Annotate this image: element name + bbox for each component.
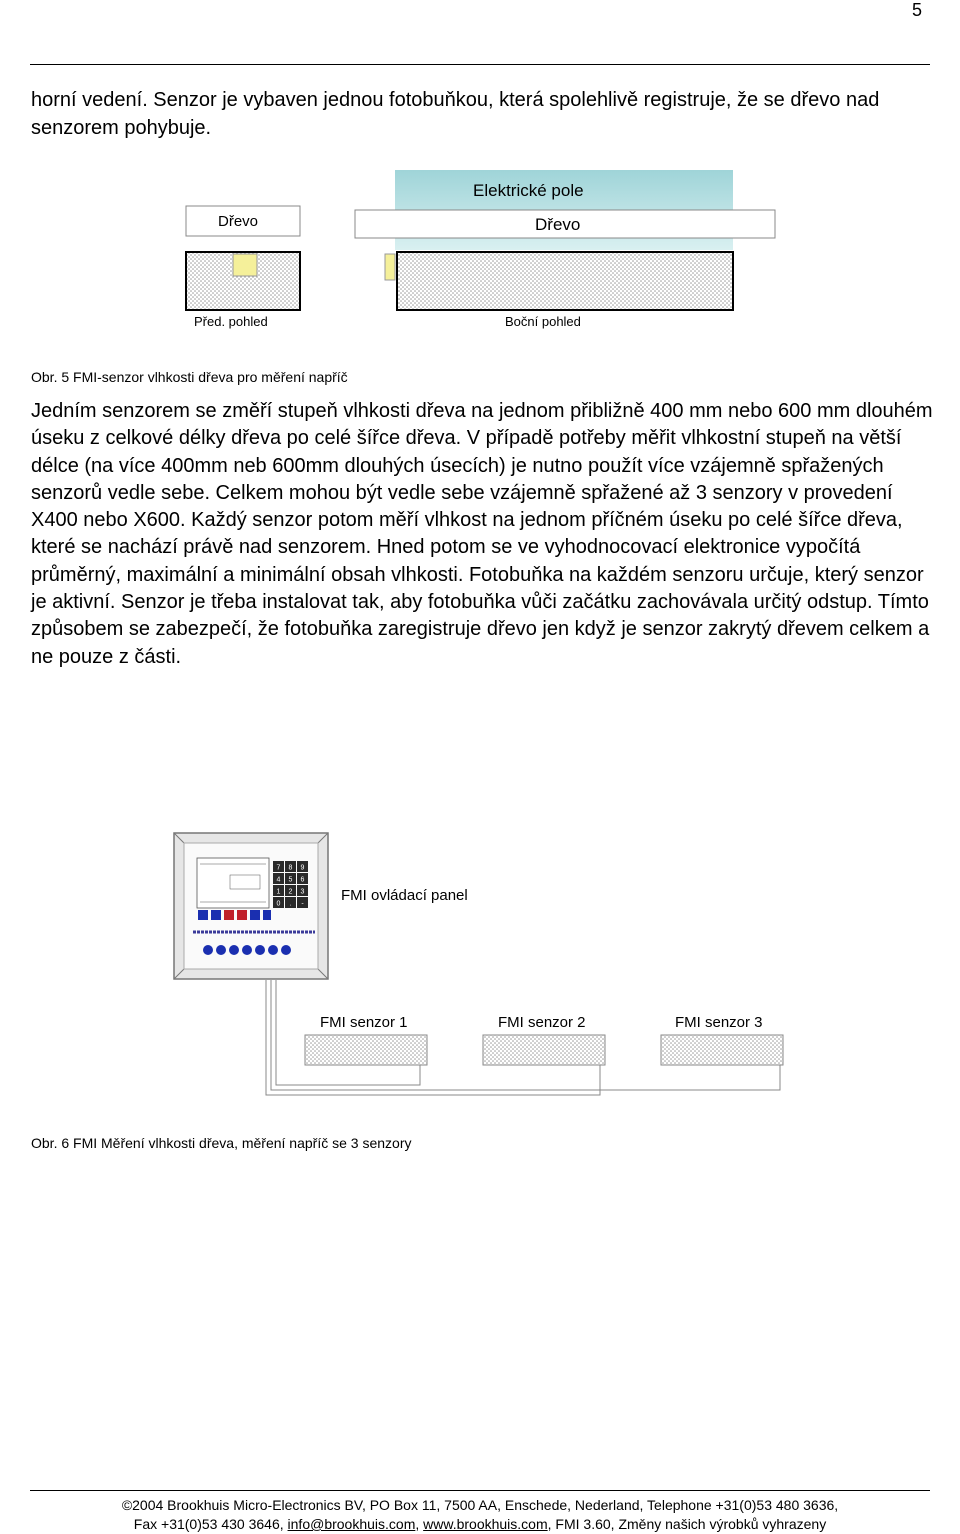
front-wood-label: Dřevo	[218, 213, 259, 230]
footer-line-1: ©2004 Brookhuis Micro-Electronics BV, PO Box 11, 7500 AA, Enschede, Nederland, Telephone +31(0)53 480 3636,	[121, 1497, 839, 1513]
figure-5-caption: Obr. 5 FMI-senzor vlhkosti dřeva pro měření napříč	[31, 369, 348, 385]
footer-rule	[30, 1490, 930, 1491]
keypad-key-label: 7	[276, 864, 281, 872]
keypad-key-label: 9	[300, 864, 305, 872]
footer-website-link[interactable]: www.brookhuis.com	[423, 1516, 548, 1532]
side-sensor-body	[397, 252, 733, 310]
page-number: 5	[912, 0, 923, 20]
keypad-key-label: 3	[300, 888, 305, 896]
footer-separator: ,	[415, 1516, 420, 1532]
keypad-key-label: 5	[288, 876, 293, 884]
body-paragraph: Jedním senzorem se změří stupeň vlhkosti dřeva na jednom přibližně 400 mm nebo 600 mm dlouhém úseku z celkové délky dřeva po celé šířce dřeva. V případě potřeby měřit vlhkostní stupeň na větší délce (na více 400mm neb 600mm dlouhých úsecích) je nutno použít více vzájemně spřažených senzorů vedle sebe. Celkem mohou být vedle sebe vzájemně spřažené až 3 senzory v provedení X400 nebo X600. Každý senzor potom měří vlhkost na jednom příčném úseku po celé šířce dřeva, které se nachází právě nad senzorem. Hned potom se ve vyhodnocovací elektronice vypočítá průměrný, maximální a minimální obsah vlhkosti. Fotobuňka na každém senzoru určuje, který senzor je aktivní. Senzor je třeba instalovat tak, aby fotobuňka vůči začátku zachovávala určitý odstup. Tímto způsobem se zabezpečí, že fotobuňka zaregistruje dřevo jen když je senzor zakrytý dřevem celkem a ne pouze z části.	[31, 400, 933, 668]
side-photocell	[385, 254, 395, 280]
keypad-key-label: 4	[276, 876, 281, 884]
front-photocell	[233, 254, 257, 276]
keypad-key-label: 8	[288, 864, 293, 872]
keypad-key-label: 0	[276, 900, 281, 908]
panel-screen	[197, 858, 269, 908]
footer-email-link[interactable]: info@brookhuis.com	[287, 1516, 416, 1532]
side-wood-label: Dřevo	[535, 215, 581, 234]
keypad-key-label: 6	[300, 876, 305, 884]
header-rule	[30, 64, 930, 65]
control-panel-label: FMI ovládací panel	[341, 887, 468, 904]
figure-6-system-diagram	[0, 820, 960, 1100]
sensor-boxes	[305, 1035, 783, 1065]
side-view-label: Boční pohled	[505, 314, 581, 329]
intro-paragraph: horní vedení. Senzor je vybaven jednou fotobuňkou, která spolehlivě registruje, že se dřevo nad senzorem pohybuje.	[31, 89, 880, 139]
front-view-label: Před. pohled	[194, 314, 268, 329]
electric-field-label: Elektrické pole	[473, 181, 584, 200]
sensor-1-label: FMI senzor 1	[320, 1014, 408, 1031]
footer-rest: , FMI 3.60, Změny našich výrobků vyhrazeny	[547, 1516, 827, 1532]
figure-6-caption: Obr. 6 FMI Měření vlhkosti dřeva, měření napříč se 3 senzory	[31, 1135, 412, 1151]
keypad-key-label: .	[289, 900, 292, 908]
footer-line-2	[0, 1514, 960, 1534]
sensor-3-label: FMI senzor 3	[675, 1014, 763, 1031]
footer-fax: Fax +31(0)53 430 3646,	[133, 1516, 284, 1532]
sensor-2-label: FMI senzor 2	[498, 1014, 586, 1031]
keypad-key-label: -	[301, 900, 304, 908]
keypad-key-label: 1	[276, 888, 281, 896]
keypad-key-label: 2	[288, 888, 293, 896]
